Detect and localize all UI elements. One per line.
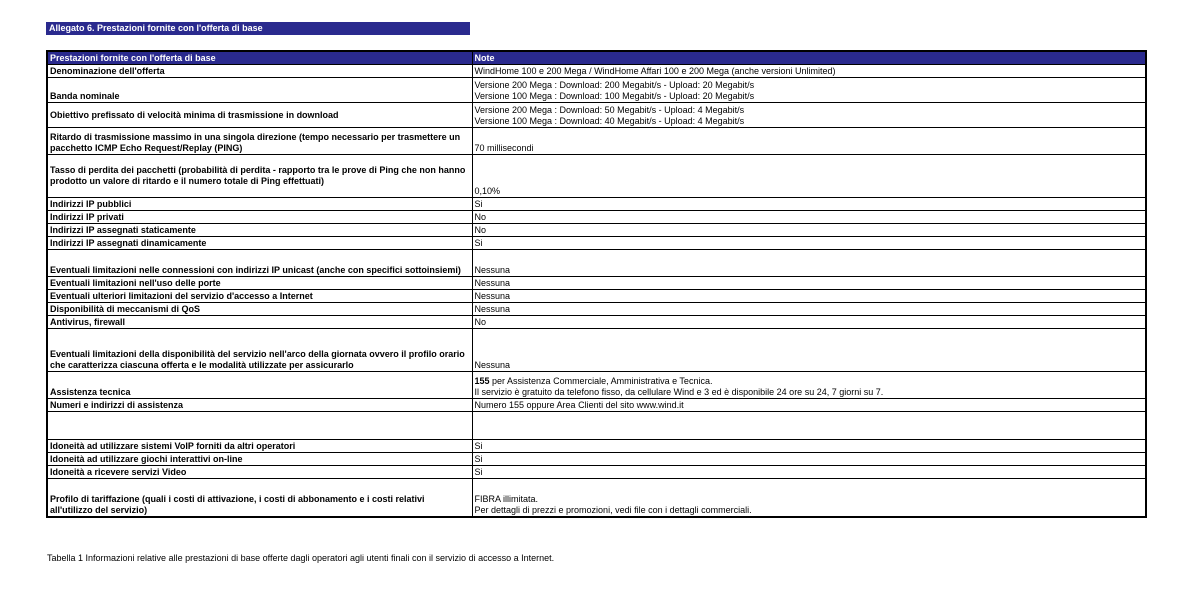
row-notes [472,224,1146,237]
row-notes [472,128,1146,155]
note-line: Nessuna [474,291,511,301]
support-number: 155 [474,376,490,386]
services-table [46,50,1147,518]
note-line: No [474,317,487,327]
row-label: Profilo di tariffazione (quali i costi di attivazione, i costi di abbonamento e i costi relativi all'utilizzo del servizio) [47,479,472,517]
row-label: Obiettivo prefissato di velocità minima di trasmissione in download [47,103,472,128]
row-label: Eventuali limitazioni della disponibilità del servizio nell'arco della giornata ovvero il profilo orario che caratterizza ciascuna offerta e le modalità utilizzate per assicurarlo [47,329,472,372]
row-label: Disponibilità di meccanismi di QoS [47,303,472,316]
note-line: Nessuna [474,360,511,370]
note-line: FIBRA illimitata. [474,493,539,504]
row-notes [472,412,1146,440]
table-row [47,290,1146,303]
table-row [47,65,1146,78]
row-label: Indirizzi IP privati [47,211,472,224]
note-line: Nessuna [474,265,511,275]
row-label: Indirizzi IP pubblici [47,198,472,211]
row-notes [472,466,1146,479]
table-row [47,224,1146,237]
row-notes [472,250,1146,277]
note-line: Si [474,441,483,451]
row-notes [472,316,1146,329]
header-services: Prestazioni fornite con l'offerta di base [47,51,472,65]
note-line: Si [474,238,483,248]
table-row [47,277,1146,290]
note-line: Versione 200 Mega : Download: 50 Megabit/s - Upload: 4 Megabit/s [474,105,745,115]
row-notes [472,211,1146,224]
table-row [47,237,1146,250]
row-label: Assistenza tecnica [47,372,472,399]
table-row [47,453,1146,466]
row-label: Banda nominale [47,78,472,103]
row-label: Idoneità ad utilizzare giochi interattivi on-line [47,453,472,466]
row-notes [472,290,1146,303]
header-notes: Note [472,51,1146,65]
note-line: Versione 100 Mega : Download: 100 Megabit/s - Upload: 20 Megabit/s [474,91,755,101]
table-row [47,316,1146,329]
table-row [47,211,1146,224]
note-line: 70 millisecondi [474,143,534,153]
row-notes [472,103,1146,128]
row-notes [472,453,1146,466]
note-line: 0,10% [474,186,501,196]
note-line: Si [474,467,483,477]
note-line: Nessuna [474,278,511,288]
note-line: No [474,212,487,222]
table-row [47,250,1146,277]
row-notes [472,479,1146,517]
table-row [47,155,1146,198]
note-line: Per dettagli di prezzi e promozioni, vedi file con i dettagli commerciali. [474,504,752,515]
row-label: Eventuali limitazioni nelle connessioni con indirizzi IP unicast (anche con specifici sottoinsiemi) [47,250,472,277]
row-notes [472,329,1146,372]
table-row [47,103,1146,128]
note-line [475,376,1144,387]
note-line: Versione 100 Mega : Download: 40 Megabit/s - Upload: 4 Megabit/s [474,116,745,126]
row-notes [472,372,1146,399]
note-line: Si [474,199,483,209]
note-line: No [474,225,487,235]
row-notes [472,78,1146,103]
note-line: Nessuna [474,304,511,314]
table-row [47,78,1146,103]
table-row [47,198,1146,211]
table-row [47,399,1146,412]
table-header-row [47,51,1146,65]
row-notes [472,65,1146,78]
row-label: Idoneità ad utilizzare sistemi VoIP forniti da altri operatori [47,440,472,453]
row-label: Antivirus, firewall [47,316,472,329]
row-notes [472,399,1146,412]
note-line: Numero 155 oppure Area Clienti del sito www.wind.it [474,400,684,410]
note-line: Versione 200 Mega : Download: 200 Megabit/s - Upload: 20 Megabit/s [474,80,755,90]
table-row [47,329,1146,372]
row-label: Indirizzi IP assegnati staticamente [47,224,472,237]
note-line: Il servizio è gratuito da telefono fisso, da cellulare Wind e 3 ed è disponibile 24 ore su 24, 7 giorni su 7. [474,387,884,397]
row-notes [472,198,1146,211]
row-label: Tasso di perdita dei pacchetti (probabilità di perdita - rapporto tra le prove di Ping che non hanno prodotto un valore di ritardo e il numero totale di Ping effettuati) [47,155,472,198]
row-notes [472,237,1146,250]
table-row [47,479,1146,517]
row-notes [472,440,1146,453]
row-label: Eventuali ulteriori limitazioni del servizio d'accesso a Internet [47,290,472,303]
note-line: Si [474,454,483,464]
table-row [47,466,1146,479]
table-row [47,303,1146,316]
row-label: Ritardo di trasmissione massimo in una singola direzione (tempo necessario per trasmettere un pacchetto ICMP Echo Request/Replay (PING) [47,128,472,155]
row-notes [472,277,1146,290]
row-label [47,412,472,440]
row-notes [472,155,1146,198]
annex-title-banner: Allegato 6. Prestazioni fornite con l'offerta di base [46,22,470,35]
table-row-empty [47,412,1146,440]
row-label: Numeri e indirizzi di assistenza [47,399,472,412]
table-row [47,372,1146,399]
row-label: Denominazione dell'offerta [47,65,472,78]
table-row [47,440,1146,453]
row-label: Idoneità a ricevere servizi Video [47,466,472,479]
row-label: Eventuali limitazioni nell'uso delle porte [47,277,472,290]
note-line: WindHome 100 e 200 Mega / WindHome Affari 100 e 200 Mega (anche versioni Unlimited) [474,66,836,76]
row-label: Indirizzi IP assegnati dinamicamente [47,237,472,250]
note-text: per Assistenza Commerciale, Amministrativa e Tecnica. [489,376,713,386]
row-notes [472,303,1146,316]
table-caption: Tabella 1 Informazioni relative alle prestazioni di base offerte dagli operatori agli utenti finali con il servizio di accesso a Internet. [47,553,555,563]
table-row [47,128,1146,155]
